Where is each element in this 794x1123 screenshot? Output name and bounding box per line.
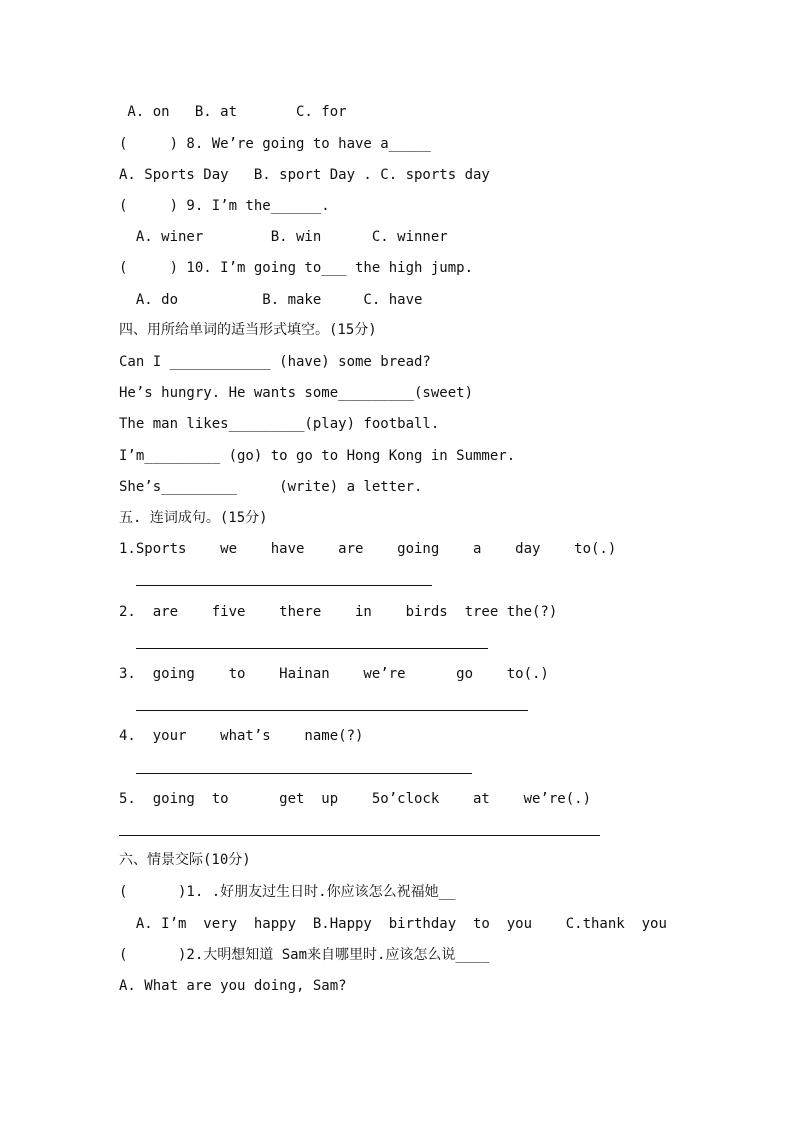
q10-options: A. do B. make C. have — [119, 292, 423, 308]
q9-options: A. winer B. win C. winner — [119, 229, 448, 245]
dialogue-q2-option-a: A. What are you doing, Sam? — [119, 978, 347, 994]
sentence-item-4: 4. your what’s name(?) — [119, 728, 364, 744]
fill-item-4: I’m_________ (go) to go to Hong Kong in Summer. — [119, 448, 516, 464]
answer-line-2 — [136, 648, 488, 649]
q7-options: A. on B. at C. for — [119, 104, 347, 120]
dialogue-q1-options: A. I’m very happy B.Happy birthday to you C.thank you — [119, 916, 667, 932]
sentence-item-2: 2. are five there in birds tree the(?) — [119, 604, 558, 620]
section-6-heading: 六、情景交际(10分) — [119, 852, 251, 868]
sentence-item-5: 5. going to get up 5o’clock at we’re(.) — [119, 791, 592, 807]
fill-item-5: She’s_________ (write) a letter. — [119, 479, 423, 495]
fill-item-1: Can I ____________ (have) some bread? — [119, 354, 431, 370]
dialogue-question-1: ( )1. .好朋友过生日时.你应该怎么祝福她__ — [119, 884, 456, 900]
q8-options: A. Sports Day B. sport Day . C. sports day — [119, 167, 490, 183]
fill-item-3: The man likes_________(play) football. — [119, 416, 440, 432]
sentence-item-1: 1.Sports we have are going a day to(.) — [119, 541, 617, 557]
answer-line-5 — [119, 835, 600, 836]
dialogue-question-2: ( )2.大明想知道 Sam来自哪里时.应该怎么说____ — [119, 947, 490, 963]
sentence-item-3: 3. going to Hainan we’re go to(.) — [119, 666, 549, 682]
section-5-heading: 五. 连词成句。(15分) — [119, 510, 268, 526]
section-4-heading: 四、用所给单词的适当形式填空。(15分) — [119, 322, 377, 338]
answer-line-4 — [136, 773, 472, 774]
fill-item-2: He’s hungry. He wants some_________(sweet) — [119, 385, 474, 401]
question-8: ( ) 8. We’re going to have a_____ — [119, 136, 431, 152]
question-10: ( ) 10. I’m going to___ the high jump. — [119, 260, 474, 276]
question-9: ( ) 9. I’m the______. — [119, 198, 330, 214]
answer-line-1 — [136, 585, 432, 586]
answer-line-3 — [136, 710, 528, 711]
